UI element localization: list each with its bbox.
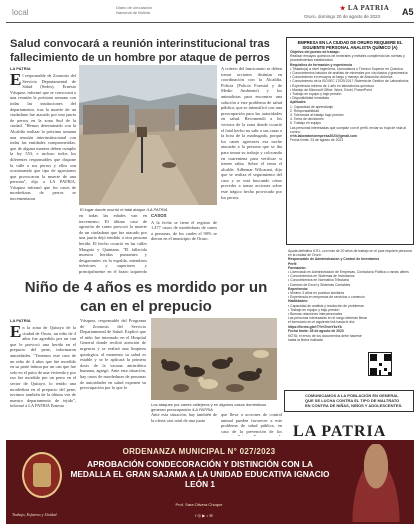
form-link[interactable]: https://forms.gle/rTYrh7nmYkvYA [288, 324, 342, 329]
story2-column-1: En la zona de Quitayo de la ciudad de Oruro, un niño de 4 años fue agredido por un can que le provocó una herida en el prepucio del pene, informaron autoridades. "Tenemos este caso de un niño de 4 años que fue mordido en su parte íntima por un can que fue solo en el patio de una vivienda y por eso fue mordido por un perro en el sector de Quitayo, lo tenido una mordedura en el prepucio del pene, tuvimos también de la última vez de nuestro departamento de tejido", informó a LA PATRIA Ernesto [10, 325, 76, 409]
municipal-seal-icon [22, 452, 62, 498]
section-label: local [12, 8, 29, 17]
brand-footer-logo: LA PATRIA [293, 423, 387, 440]
child-protection-notice: COMUNICAMOS A LA POBLACIÓN EN GENERAL QUE SE LUCHA CONTRA EL TIPO DE MALTRATO EN CONTRA DE NIÑAS, NIÑOS Y ADOLESCENTES. [284, 390, 414, 412]
drop-cap: E [10, 325, 22, 341]
municipal-advert [6, 440, 414, 524]
story2-column-3: Ante esta situación, hay también de la oferta casi total de una junta [151, 412, 217, 423]
story1-headline: Salud convocará a reunión interinstitucional tras fallecimiento de un hombre por ataque de perros [10, 38, 270, 64]
story1-byline: LA PATRIA [10, 66, 31, 71]
story1-photo-caption: El lugar donde ocurrió el fatal ataque /LA PATRIA [80, 207, 168, 212]
ordinance-text: APROBACIÓN CONDECORACIÓN Y DISTINCIÓN CON LA MEDALLA EL GRAN SAJAMA A LA UNIDAD EDUCATIVA IGNACIO LEÓN 1 [70, 459, 330, 489]
story2-byline: LA PATRIA [10, 318, 31, 323]
story2-photo [151, 318, 277, 400]
signatory: Prof. Sara Olivera Choque [175, 502, 223, 507]
portrait-photo [346, 444, 406, 522]
email-link[interactable]: rrhh.laboratorioempresa2023@gmail.com [290, 134, 357, 139]
issue-date: Oruro, domingo 20 de agosto de 2023 [304, 14, 381, 19]
story1-column-2b: CASOS A la fecha se tiene el registro de 1.477 casos de mordeduras de canes a personas, de los cuales el 90% se dieron en el municipio de Oruro. [151, 213, 217, 242]
story2-headline: Niño de 4 años es mordido por un can en el prepucio [24, 279, 268, 315]
story2-column-2: Vásquez, responsable del Programa de Zoonosis del Servicio Departamental de Salud. Explicó que el niño fue internado en el Hospital General donde recibió atención de urgencia y se realizó una limpieza quirúrgica, al momento su salud es estable y se le aplicará la primera dosis de la vacuna antirrábica humana, agregó. Ante esta situación, hay casos de mordeduras de personas de autoridades en salud exponen su preocupación por lo que lo [80, 318, 146, 391]
classified-lines: Objetivo del puesto de trabajo: Realizar ensayos químicos de minerales y metales cumpliendo las normas y procedimientos establecidos Requisitos de formación y experiencia • Titulado(a) a nivel Ingeniería, Licenciatura o Técnico Superior en Química • Conocimientos básicos de análisis de minerales por vía clásica y gravimetría • Conocimiento en ensayos al fuego y manejo de Absorción Atómica • Conocimiento de la ISO/IEC 17025:2017 Sistema de Gestión de Laboratorios • Experiencia mínima de 1 año en laboratorios químicos • Manejo de Microsoft Office: Word, Excel, PowerPoint • Trabajo en equipo y bajo presión • Disponibilidad inmediata Aptitudes 1. Capacidad de aprendizaje 2. Responsabilidad 3. Tolerancia al trabajo bajo presión 4. Toma de decisiones 5. Trabajo en equipo Las personas interesadas que cumplan con el perfil, enviar su hoja de vida al correo: rrhh.laboratorioempresa2023@gmail.com Fecha límite: 23 de agosto de 2023 [290, 50, 409, 143]
story1-column-3: A criterio del funcionario se deben tomar acciones distintas en coordinación con la Alcaldía, Policía (Policía Forestal y de Medio Ambiente) y los animalistas para encontrar una solución a este problema de salud pública, que se intensificó con una preocupación para las autoridades en salud. Recomendó a los vecinos de la zona donde ocurrió el fatal hecho no salir a sus casas a la hora de la madrugada, porque los canes agresores esa noche atacarán a la persona que se iba para tomar su trabajo y colocando en cuarentena para verificar si tienen rabia. Sobre el tema el alcalde, Adhemar Wilcarani, dijo que se realiza el seguimiento del caso y se está buscando cómo proceder a tomar acciones sobre este trágico hecho provocado por los perros. [221, 66, 282, 200]
page-header [6, 3, 414, 23]
street-scene-image [79, 65, 217, 205]
story2-column-4: que lleva a acciones de control animal pueden favorecer a este problema de salud pública, en caso de la prevención de los [221, 412, 282, 434]
classified-ad-admin: Ayuda definitiva S.R.L con más de 20 años de trabajo en el país requiere personal en la ciudad de Oruro: Responsable de Administración y Control de Inventarios Perfil Formación: • Licenciado en Administración de Empresas, Contaduría Pública o ramas afines • Conocimientos en Sistemas de Inventarios • Conocimientos en Normativa Tributaria • Dominio de Excel y Sistemas Contables Experiencia: • Mínimo 3 años en puestos similares • Experiencia en empresas de servicios o comercio Habilidades: • Capacidad de análisis y resolución de problemas • Trabajo en equipo y bajo presión • Buenas relaciones interpersonales Las personas interesadas en el cargo deberán llenar el formulario en el siguiente link hasta el día: https://forms.gle/rTYrh7nmYkvYA Fecha límite: 28 de agosto de 2023 NOTA: el envío de los documentos debe hacerse hasta la fecha indicada [288, 249, 412, 343]
page-number: A5 [402, 7, 414, 17]
qr-code-icon[interactable] [368, 352, 392, 376]
dogs-image [151, 318, 277, 400]
masthead-small: Diario de circulación Nacional de Bolivia [116, 5, 153, 15]
drop-cap: E [10, 73, 22, 89]
classified-title: EMPRESA EN LA CIUDAD DE ORURO REQUIERE EL SIGUIENTE PERSONAL ANALISTA QUÍMICO (A) [297, 40, 403, 50]
advert-motto: Trabajo, Esfuerzo y Unidad [12, 512, 57, 517]
casos-subhead: CASOS [151, 213, 167, 218]
brand-logo: ★ LA PATRIA [340, 4, 390, 12]
social-icons: f ◎ ▶ ♪ ✉ [195, 513, 213, 518]
classified-ad-chemist [286, 37, 414, 245]
story2-photo-caption: Los ataques por canes callejeros y en algunos casos domésticos generan preocupación /LA PATRIA [151, 402, 267, 412]
ordinance-title: ORDENANZA MUNICIPAL N° 027/2023 [122, 447, 276, 456]
story1-photo [79, 65, 217, 205]
story1-column-2: en todas las edades van en incremento. El último caso de agresión de canes provocó la muerte de un ciudadano que fue atacado por una jauría dejó tendido a otra persona herida. El hecho ocurrió en las calles Murguía y Quintana. "El fallecido muestra heridas punzantes y desgarrantes en la espalda, miembros inferiores y superiores y principalmente en el brazo izquierdo [79, 213, 147, 274]
story1-column-1: El responsable de Zoonosis del Servicio Departamental de Salud (Sedes), Ernesto Vásquez, informó que se convocará a una reunión la próxima semana con todas las instituciones del departamento, tras la muerte de un ciudadano fue atacado por una jauría de perros en la zona Sud de la ciudad. "Hemos determinado con la Alcaldía realizar la próxima semana una reunión interinstitucional con todas las entidades comprometidas, que de alguna manera deben cumplir la ley 553, e incluso todos los diferentes responsables que dispone la calle a sus perros y ellos son ocasionando que tipo de agresiones que provocaron la muerte de una persona", dijo a LA PATRIA. Vásquez informó que los casos de mordeduras de perros se incrementaron [10, 73, 76, 202]
star-icon: ★ [340, 6, 348, 12]
